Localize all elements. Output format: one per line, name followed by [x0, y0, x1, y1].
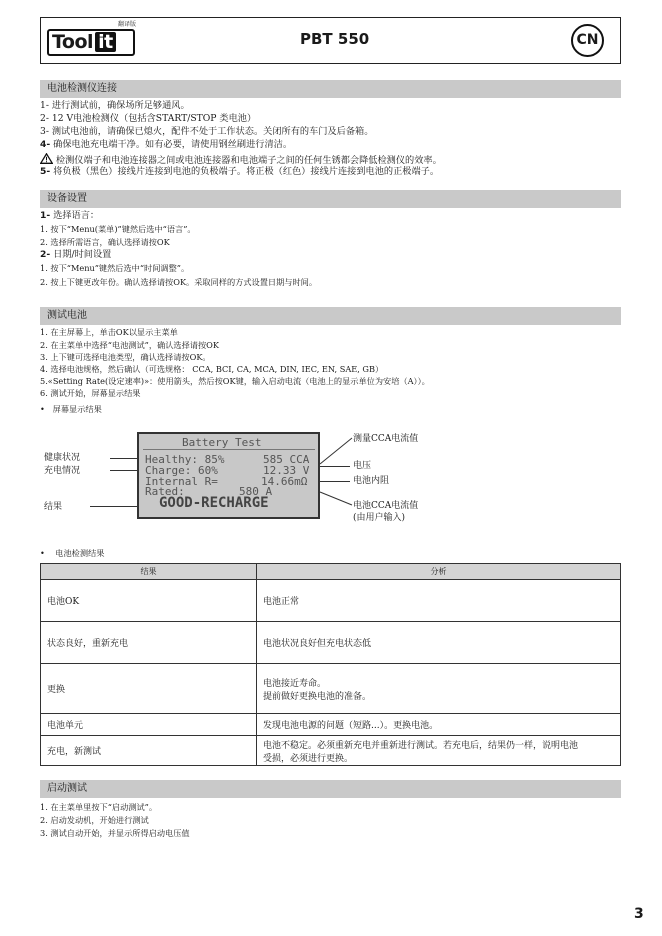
- lcd-resistance-value: 14.66mΩ: [261, 475, 308, 488]
- column-header-analysis: 分析: [257, 564, 621, 580]
- list-item: 2. 按上下键更改年份。确认选择请按OK。采取同样的方式设置日期与时间。: [40, 277, 318, 287]
- callout-voltage: 电压: [353, 461, 372, 471]
- result-cell: 充电，新测试: [41, 736, 257, 766]
- lcd-charge-label: Charge: 60%: [145, 464, 218, 477]
- list-item: 2. 在主菜单中选择“电池测试”，确认选择请按OK: [40, 340, 219, 350]
- list-item: 4. 选择电池规格，然后确认（可选规格： CCA, BCI, CA, MCA, DIN, IEC, EN, SAE, GB）: [40, 364, 384, 374]
- table-row: [41, 622, 621, 664]
- section-title-settings: 设备设置: [40, 190, 621, 208]
- analysis-cell: 电池接近寿命。 提前做好更换电池的准备。: [257, 664, 621, 714]
- table-row: [41, 580, 621, 622]
- section-title-battery-test: 测试电池: [40, 307, 621, 325]
- list-item: 6. 测试开始，屏幕显示结果: [40, 388, 141, 398]
- list-item: 3- 测试电池前，请确保已熄火，配件不处于工作状态。关闭所有的车门及后备箱。: [40, 126, 374, 137]
- page-number: 3: [634, 906, 644, 922]
- result-cell: 更换: [41, 664, 257, 714]
- lcd-divider: [143, 449, 315, 450]
- list-item: 3. 测试自动开始，并显示所得启动电压值: [40, 828, 190, 838]
- bullet-screen-result: • 屏幕显示结果: [40, 404, 102, 414]
- column-header-result: 结果: [41, 564, 257, 580]
- logo-it: it: [95, 32, 116, 52]
- list-item: 2. 选择所需语言，确认选择请按OK: [40, 237, 170, 247]
- result-cell: 电池单元: [41, 714, 257, 736]
- list-item: 3. 上下键可选择电池类型，确认选择请按OK。: [40, 352, 211, 362]
- leader-line: [90, 506, 138, 507]
- model-name: PBT 550: [300, 30, 370, 48]
- section-title-connection: 电池检测仪连接: [40, 80, 621, 98]
- logo-text: Tool: [52, 31, 94, 53]
- leader-line: [110, 470, 138, 471]
- subheading-datetime: 2- 日期/时间设置: [40, 249, 112, 260]
- list-item: 1. 按下“Menu(菜单)”键然后选中“语言”。: [40, 224, 196, 234]
- warning-icon: [40, 153, 53, 164]
- lcd-resistance-label: Internal R=: [145, 475, 218, 488]
- list-item: 2- 12 V电池检测仪（包括含START/STOP 类电池）: [40, 113, 257, 124]
- callout-resistance: 电池内阻: [353, 476, 390, 486]
- results-table: [40, 563, 621, 766]
- lcd-cca-value: 585 CCA: [263, 453, 310, 466]
- list-item: 5- 将负极（黑色）接线片连接到电池的负极端子。将正极（红色）接线片连接到电池的正极端子。: [40, 166, 440, 177]
- analysis-cell: 电池正常: [257, 580, 621, 622]
- list-item: 1. 在主菜单里按下“启动测试”。: [40, 802, 158, 812]
- warning-item: 检测仪端子和电池连接器之间或电池连接器和电池端子之间的任何生锈都会降低检测仪的效率。: [40, 153, 442, 167]
- section-title-start-test: 启动测试: [40, 780, 621, 798]
- list-item: 4- 确保电池充电端干净。如有必要，请使用钢丝刷进行清洁。: [40, 139, 293, 150]
- analysis-cell: 电池状况良好但充电状态低: [257, 622, 621, 664]
- table-header-row: [41, 564, 621, 580]
- leader-line: [320, 481, 350, 482]
- lcd-status: GOOD-RECHARGE: [159, 495, 269, 511]
- table-row: [41, 664, 621, 714]
- cca-leader-icon: [318, 436, 354, 466]
- callout-rated: 电池CCA电流值: [353, 501, 419, 511]
- table-row: [41, 714, 621, 736]
- result-cell: 状态良好，重新充电: [41, 622, 257, 664]
- list-item: 1. 在主屏幕上，单击OK以显示主菜单: [40, 327, 178, 337]
- result-cell: 电池OK: [41, 580, 257, 622]
- bullet-test-results: • 电池检测结果: [40, 548, 105, 558]
- list-item: 1- 进行测试前，确保场所足够通风。: [40, 100, 190, 111]
- subheading-language: 1- 选择语言：: [40, 210, 100, 221]
- callout-rated-note: (由用户输入): [353, 513, 406, 523]
- leader-line: [320, 466, 350, 467]
- callout-result: 结果: [44, 502, 63, 512]
- lcd-screen: [137, 432, 320, 519]
- leader-line: [110, 458, 138, 459]
- list-item: 2. 启动发动机，开始进行测试: [40, 815, 149, 825]
- logo-tagline: 翻译版: [118, 21, 137, 28]
- analysis-cell: 电池不稳定。必须重新充电并重新进行测试。若充电后，结果仍一样，说明电池 受损，必须进行更换。: [257, 736, 621, 766]
- rated-leader-icon: [318, 490, 354, 508]
- table-row: [41, 736, 621, 766]
- lcd-voltage-value: 12.33 V: [263, 464, 310, 477]
- toolit-logo: [47, 29, 135, 56]
- callout-cca: 测量CCA电流值: [353, 434, 419, 444]
- list-item: 1. 按下“Menu”键然后选中“时间调整”。: [40, 263, 190, 273]
- list-item: 5.«Setting Rate(设定速率)»：使用箭头，然后按OK键，输入启动电流（电池上的显示单位为安培（A））。: [40, 376, 430, 386]
- lcd-title: Battery Test: [182, 436, 262, 449]
- lcd-rated-value: 580 A: [239, 485, 273, 498]
- lcd-health-label: Healthy: 85%: [145, 453, 225, 466]
- callout-charge: 充电情况: [44, 466, 81, 476]
- language-badge: CN: [571, 24, 604, 57]
- lcd-rated-label: Rated:: [145, 485, 185, 498]
- callout-health: 健康状况: [44, 453, 81, 463]
- analysis-cell: 发现电池电源的问题（短路...）。更换电池。: [257, 714, 621, 736]
